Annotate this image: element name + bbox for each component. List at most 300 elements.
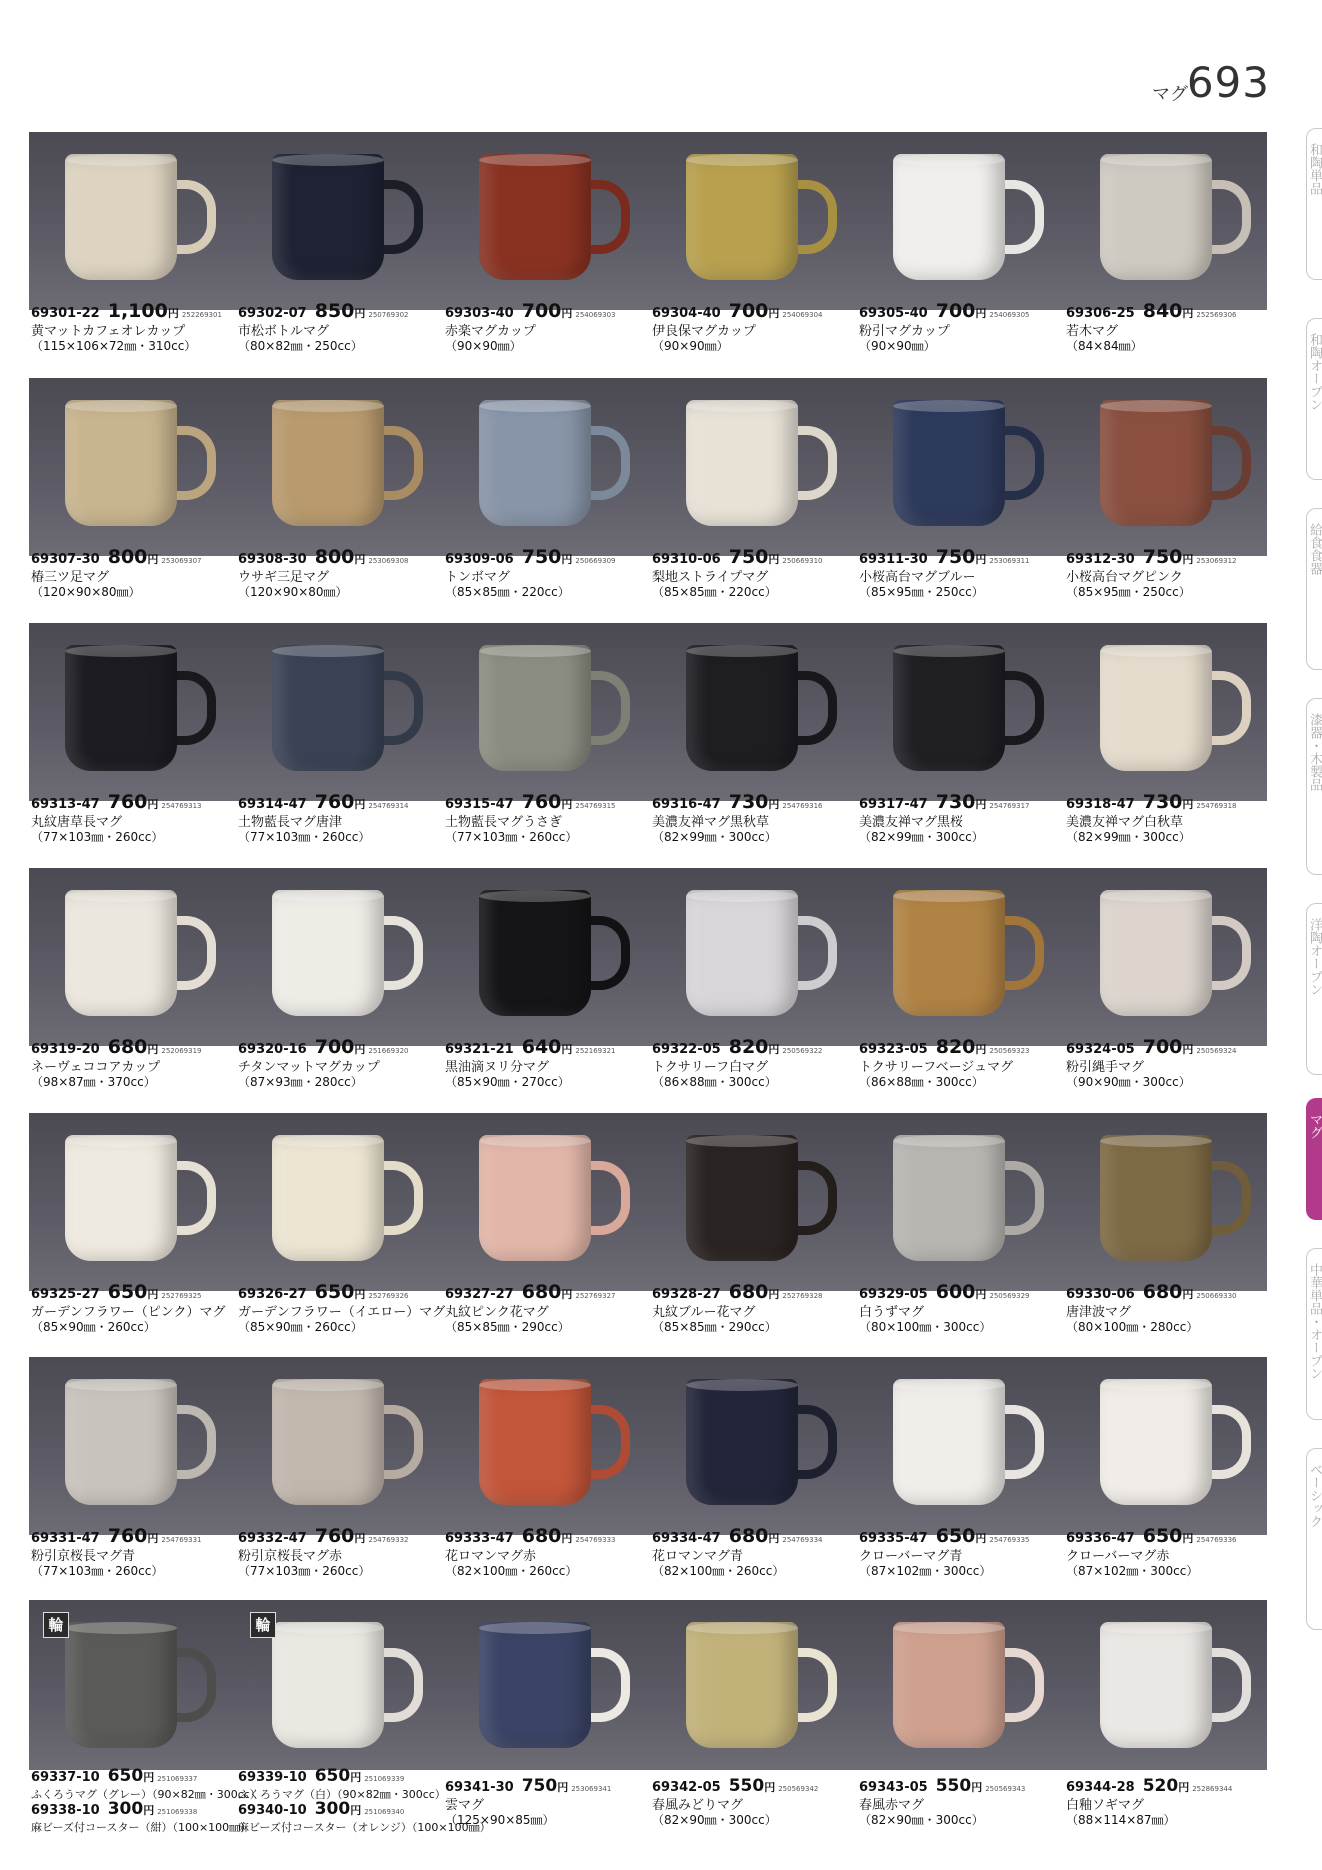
jan-code: 250669309 [575, 557, 616, 565]
product-code: 69342-05 [652, 1780, 721, 1795]
mug-photo[interactable] [443, 132, 649, 302]
mug-photo[interactable] [443, 1600, 649, 1770]
mug-photo[interactable] [1064, 868, 1270, 1038]
price: 650 [107, 1766, 144, 1786]
product-info [445, 791, 651, 845]
yen-label: 円 [350, 1804, 362, 1817]
price: 680 [728, 1281, 769, 1303]
product-size: （77×103㎜・260cc） [31, 1564, 164, 1578]
yen-label: 円 [350, 1771, 362, 1784]
product-size: （85×85㎜・290cc） [652, 1320, 777, 1334]
price-line [31, 300, 237, 324]
mug-body [1100, 1622, 1212, 1748]
product-code: 69338-10 [31, 1803, 100, 1818]
price-line [31, 1036, 237, 1060]
mug-body [1100, 154, 1212, 280]
price-line [445, 1281, 651, 1305]
product-name: 春風赤マグ [859, 1798, 925, 1813]
product-info [238, 1036, 444, 1090]
section-tab-0[interactable] [1306, 128, 1322, 280]
yen-label: 円 [143, 1771, 155, 1784]
product-name: 唐津波マグ [1066, 1305, 1132, 1320]
product-code: 69304-40 [652, 306, 721, 321]
product-name: ガーデンフラワー（ピンク）マグ [31, 1305, 226, 1320]
yen-label: 円 [354, 798, 366, 811]
mug-photo[interactable] [1064, 378, 1270, 548]
mug-body [893, 154, 1005, 280]
mug-photo[interactable] [857, 623, 1063, 793]
mug-body [479, 154, 591, 280]
section-tab-3[interactable] [1306, 698, 1322, 875]
product-size: （120×90×80㎜） [238, 585, 348, 599]
price-line [1066, 1778, 1272, 1798]
product-code: 69306-25 [1066, 306, 1135, 321]
price: 600 [935, 1281, 976, 1303]
product-code: 69313-47 [31, 797, 100, 812]
mug-body [1100, 400, 1212, 526]
price-line [859, 1778, 1065, 1798]
product-code: 69331-47 [31, 1531, 100, 1546]
product-name: 市松ボトルマグ [238, 324, 330, 339]
product-size: （115×106×72㎜・310cc） [31, 339, 197, 353]
mug-photo[interactable] [29, 868, 235, 1038]
jan-code: 252869344 [1192, 1785, 1233, 1793]
mug-body [272, 1622, 384, 1748]
jan-code: 250569343 [985, 1785, 1026, 1793]
price-line [859, 1525, 1065, 1549]
mug-photo[interactable] [650, 623, 856, 793]
mug-photo[interactable] [650, 1357, 856, 1527]
product-name: トクサリーフベージュマグ [859, 1060, 1014, 1075]
product-code: 69343-05 [859, 1780, 928, 1795]
product-code: 69311-30 [859, 552, 928, 567]
product-name: 黄マットカフェオレカップ [31, 324, 186, 339]
mug-body [686, 1135, 798, 1261]
jan-code: 250569342 [778, 1785, 819, 1793]
product-info [238, 1525, 444, 1579]
product-code: 69330-06 [1066, 1287, 1135, 1302]
mug-photo[interactable] [857, 1357, 1063, 1527]
price: 730 [1142, 791, 1183, 813]
price-line [238, 1281, 444, 1305]
product-name: 白釉ソギマグ [1066, 1798, 1145, 1813]
section-tab-7[interactable] [1306, 1448, 1322, 1630]
product-size: （120×90×80㎜） [31, 585, 141, 599]
mug-body [65, 1622, 177, 1748]
mug-body [479, 890, 591, 1016]
product-info [652, 546, 858, 600]
yen-label: 円 [147, 798, 159, 811]
yen-label: 円 [354, 1532, 366, 1545]
product-info [31, 1036, 237, 1090]
yen-label: 円 [147, 1043, 159, 1056]
mug-photo[interactable] [650, 1600, 856, 1770]
product-info [1066, 1778, 1272, 1828]
price-line [859, 300, 1065, 324]
product-code: 69335-47 [859, 1531, 928, 1546]
mug-body [686, 890, 798, 1016]
product-code: 69315-47 [445, 797, 514, 812]
price-line [859, 1036, 1065, 1060]
mug-body [479, 1379, 591, 1505]
product-size: （85×85㎜・290cc） [445, 1320, 570, 1334]
product-name: 粉引京桜長マグ青 [31, 1549, 136, 1564]
jan-code: 251069339 [364, 1775, 405, 1783]
product-code: 69320-16 [238, 1042, 307, 1057]
mug-photo[interactable] [29, 1357, 235, 1527]
mug-photo[interactable] [1064, 623, 1270, 793]
price-line [652, 546, 858, 570]
mug-body [1100, 1135, 1212, 1261]
product-info [859, 300, 1065, 354]
product-info [652, 791, 858, 845]
jan-code: 254769336 [1196, 1536, 1237, 1544]
product-code: 69317-47 [859, 797, 928, 812]
jan-code: 254769331 [161, 1536, 202, 1544]
section-tab-4[interactable] [1306, 903, 1322, 1075]
product-name: 美濃友禅マグ白秋草 [1066, 815, 1184, 830]
mug-photo[interactable] [650, 132, 856, 302]
yen-label: 円 [561, 1288, 573, 1301]
product-size: （87×102㎜・300cc） [1066, 1564, 1199, 1578]
product-size: （77×103㎜・260cc） [238, 1564, 371, 1578]
jan-code: 254769318 [1196, 802, 1237, 810]
product-size: （125×90×85㎜） [445, 1813, 555, 1827]
category-label: マグ [1152, 84, 1188, 105]
product-size: （82×99㎜・300cc） [859, 830, 984, 844]
mug-photo[interactable] [1064, 1357, 1270, 1527]
price: 760 [521, 791, 562, 813]
mug-photo[interactable] [236, 378, 442, 548]
yen-label: 円 [561, 1532, 573, 1545]
product-code: 69308-30 [238, 552, 307, 567]
yen-label: 円 [354, 307, 366, 320]
jan-code: 254769316 [782, 802, 823, 810]
price-line [1066, 791, 1272, 815]
section-tab-label: 和陶単品 [1307, 143, 1322, 195]
price-line [31, 791, 237, 815]
mug-photo[interactable] [236, 868, 442, 1038]
yen-label: 円 [354, 1043, 366, 1056]
product-size: （85×90㎜・260cc） [31, 1320, 156, 1334]
product-code: 69314-47 [238, 797, 307, 812]
product-size: （85×85㎜・220cc） [445, 585, 570, 599]
price: 750 [1142, 546, 1183, 568]
mug-photo[interactable] [29, 623, 235, 793]
price-line [652, 1036, 858, 1060]
price: 760 [314, 1525, 355, 1547]
mug-body [893, 400, 1005, 526]
price-line [31, 546, 237, 570]
mug-body [1100, 645, 1212, 771]
product-info [652, 1778, 858, 1828]
product-size: （90×90㎜） [859, 339, 936, 353]
price: 700 [935, 300, 976, 322]
price-line [31, 1768, 237, 1788]
jan-code: 251669320 [368, 1047, 409, 1055]
product-name: 伊良保マグカップ [652, 324, 756, 339]
mug-photo[interactable] [443, 623, 649, 793]
mug-photo[interactable] [650, 1113, 856, 1283]
mug-body [479, 400, 591, 526]
section-tab-2[interactable] [1306, 508, 1322, 670]
yen-label: 円 [975, 1288, 987, 1301]
mug-photo[interactable] [650, 378, 856, 548]
jan-code: 250569324 [1196, 1047, 1237, 1055]
jan-code: 252569306 [1196, 311, 1237, 319]
product-info [445, 546, 651, 600]
product-info [31, 1525, 237, 1579]
product-name: 土物藍長マグうさぎ [445, 815, 563, 830]
mug-photo[interactable] [857, 1113, 1063, 1283]
price: 680 [107, 1036, 148, 1058]
product-code: 69334-47 [652, 1531, 721, 1546]
mug-body [686, 154, 798, 280]
mug-photo[interactable] [650, 868, 856, 1038]
price: 650 [935, 1525, 976, 1547]
jan-code: 254069305 [989, 311, 1030, 319]
product-code: 69302-07 [238, 306, 307, 321]
yen-label: 円 [975, 307, 987, 320]
price-line [445, 546, 651, 570]
price: 700 [521, 300, 562, 322]
mug-body [479, 1135, 591, 1261]
yen-label: 円 [561, 307, 573, 320]
product-info [859, 1036, 1065, 1090]
section-tab-1[interactable] [1306, 318, 1322, 480]
price-line [652, 300, 858, 324]
jan-code: 252769327 [575, 1292, 616, 1300]
page-header [1120, 58, 1270, 108]
mug-body [65, 890, 177, 1016]
product-info [1066, 1036, 1272, 1090]
product-name: 赤楽マグカップ [445, 324, 536, 339]
mug-body [65, 1379, 177, 1505]
price-line [1066, 1036, 1272, 1060]
price-line [238, 791, 444, 815]
yen-label: 円 [167, 307, 179, 320]
product-code: 69318-47 [1066, 797, 1135, 812]
product-size: （77×103㎜・260cc） [238, 830, 371, 844]
mug-photo[interactable] [443, 1113, 649, 1283]
mug-photo[interactable] [236, 132, 442, 302]
yen-label: 円 [1182, 1043, 1194, 1056]
product-size: （82×99㎜・300cc） [1066, 830, 1191, 844]
mug-photo[interactable] [443, 1357, 649, 1527]
jan-code: 252169321 [575, 1047, 616, 1055]
product-size: （86×88㎜・300cc） [652, 1075, 777, 1089]
price: 650 [1142, 1525, 1183, 1547]
yen-label: 円 [147, 553, 159, 566]
mug-photo[interactable] [1064, 132, 1270, 302]
product-name-size: 麻ビーズ付コースター（オレンジ）（100×100㎜） [238, 1821, 491, 1834]
mug-photo[interactable] [1064, 1600, 1270, 1770]
jan-code: 252269301 [181, 311, 222, 319]
mug-body [686, 1379, 798, 1505]
yen-label: 円 [561, 553, 573, 566]
product-size: （90×90㎜） [445, 339, 522, 353]
price-line [652, 1778, 858, 1798]
product-name: 美濃友禅マグ黒桜 [859, 815, 964, 830]
mug-photo[interactable] [857, 132, 1063, 302]
price-line [445, 300, 651, 324]
price-line [31, 1525, 237, 1549]
product-code: 69309-06 [445, 552, 514, 567]
yen-label: 円 [147, 1288, 159, 1301]
product-info [445, 1525, 651, 1579]
product-info [445, 1778, 651, 1828]
product-size: （85×90㎜・270cc） [445, 1075, 570, 1089]
product-size: （80×100㎜・280cc） [1066, 1320, 1199, 1334]
price-line [652, 791, 858, 815]
jan-code: 251069340 [364, 1808, 405, 1816]
mug-body [272, 1135, 384, 1261]
mug-body [479, 645, 591, 771]
product-name: 美濃友禅マグ黒秋草 [652, 815, 770, 830]
product-info [238, 791, 444, 845]
jan-code: 254769317 [989, 802, 1030, 810]
product-size: （90×90㎜・300cc） [1066, 1075, 1191, 1089]
mug-body [893, 1622, 1005, 1748]
product-code: 69332-47 [238, 1531, 307, 1546]
section-tab-label: 漆器・木製品 [1307, 713, 1322, 791]
product-name: 土物藍長マグ唐津 [238, 815, 343, 830]
mug-photo[interactable] [236, 623, 442, 793]
yen-label: 円 [768, 1043, 780, 1056]
price: 750 [935, 546, 976, 568]
mug-photo[interactable] [29, 1113, 235, 1283]
product-size: （98×87㎜・370cc） [31, 1075, 156, 1089]
product-name: 粉引マグカップ [859, 324, 950, 339]
product-code: 69301-22 [31, 306, 100, 321]
jan-code: 252069319 [161, 1047, 202, 1055]
product-info [445, 300, 651, 354]
jan-code: 250769302 [368, 311, 409, 319]
price-line [652, 1281, 858, 1305]
mug-photo[interactable] [236, 1357, 442, 1527]
section-tab-label: 給食食器 [1307, 523, 1322, 575]
product-name: 小桜高台マグブルー [859, 570, 976, 585]
product-name: 雲マグ [445, 1798, 485, 1813]
product-size: （90×90㎜） [652, 339, 729, 353]
price-line [238, 1768, 444, 1788]
product-code: 69323-05 [859, 1042, 928, 1057]
mug-photo[interactable] [236, 1113, 442, 1283]
section-tab-6[interactable] [1306, 1248, 1322, 1420]
product-size: （80×82㎜・250cc） [238, 339, 363, 353]
price-line [445, 791, 651, 815]
price: 700 [1142, 1036, 1183, 1058]
mug-body [479, 1622, 591, 1748]
product-info [445, 1036, 651, 1090]
mug-photo[interactable] [443, 378, 649, 548]
yen-label: 円 [1182, 553, 1194, 566]
product-info [1066, 300, 1272, 354]
price: 800 [107, 546, 148, 568]
price-line [238, 1801, 444, 1821]
product-name: 白うずマグ [859, 1305, 925, 1320]
jan-code: 254769313 [161, 802, 202, 810]
product-name: 粉引京桜長マグ赤 [238, 1549, 343, 1564]
price: 840 [1142, 300, 1183, 322]
yen-label: 円 [561, 798, 573, 811]
product-name: 小桜高台マグピンク [1066, 570, 1183, 585]
price: 750 [521, 1776, 558, 1796]
product-name: 黒油滴ヌリ分マグ [445, 1060, 550, 1075]
jan-code: 254769315 [575, 802, 616, 810]
yen-label: 円 [764, 1781, 776, 1794]
price: 1,100 [107, 300, 168, 322]
mug-photo[interactable] [29, 378, 235, 548]
product-info [1066, 1525, 1272, 1579]
product-code: 69327-27 [445, 1287, 514, 1302]
mug-photo[interactable] [857, 1600, 1063, 1770]
price: 730 [728, 791, 769, 813]
product-code: 69344-28 [1066, 1780, 1135, 1795]
product-info [238, 1281, 446, 1335]
product-name-size: 麻ビーズ付コースター（紺）（100×100㎜） [31, 1821, 252, 1834]
mug-photo[interactable] [443, 868, 649, 1038]
product-name: クローバーマグ赤 [1066, 1549, 1170, 1564]
section-tab-label: 和陶オーブン [1307, 333, 1322, 411]
product-name: クローバーマグ青 [859, 1549, 963, 1564]
product-size: （87×93㎜・280cc） [238, 1075, 363, 1089]
product-name: 椿三ツ足マグ [31, 570, 110, 585]
price-line [859, 1281, 1065, 1305]
mug-photo[interactable] [1064, 1113, 1270, 1283]
jan-code: 253069341 [571, 1785, 612, 1793]
ring-badge: 輪 [43, 1612, 69, 1638]
product-code: 69312-30 [1066, 552, 1135, 567]
section-tab-5[interactable] [1306, 1098, 1322, 1220]
price-line [31, 1281, 237, 1305]
price-line [238, 546, 444, 570]
price-line [445, 1778, 651, 1798]
price-line [1066, 1281, 1272, 1305]
mug-body [272, 890, 384, 1016]
mug-body [686, 1622, 798, 1748]
product-code: 69341-30 [445, 1780, 514, 1795]
jan-code: 254069303 [575, 311, 616, 319]
mug-photo[interactable] [857, 378, 1063, 548]
product-code: 69316-47 [652, 797, 721, 812]
yen-label: 円 [1182, 1288, 1194, 1301]
mug-photo[interactable] [857, 868, 1063, 1038]
yen-label: 円 [561, 1043, 573, 1056]
price: 550 [728, 1776, 765, 1796]
product-info [1066, 1281, 1272, 1335]
mug-body [65, 645, 177, 771]
jan-code: 254069304 [782, 311, 823, 319]
product-size: （77×103㎜・260cc） [31, 830, 164, 844]
product-info [31, 300, 237, 354]
price: 520 [1142, 1776, 1179, 1796]
product-name: 梨地ストライプマグ [652, 570, 769, 585]
product-info [238, 546, 444, 600]
yen-label: 円 [768, 307, 780, 320]
product-code: 69322-05 [652, 1042, 721, 1057]
mug-photo[interactable] [29, 132, 235, 302]
mug-body [893, 1135, 1005, 1261]
jan-code: 250669310 [782, 557, 823, 565]
product-info [31, 1281, 237, 1335]
product-name: 花ロマンマグ青 [652, 1549, 744, 1564]
yen-label: 円 [768, 798, 780, 811]
price-line [1066, 546, 1272, 570]
mug-body [1100, 890, 1212, 1016]
price-line [238, 300, 444, 324]
page-number: 693 [1186, 58, 1270, 107]
